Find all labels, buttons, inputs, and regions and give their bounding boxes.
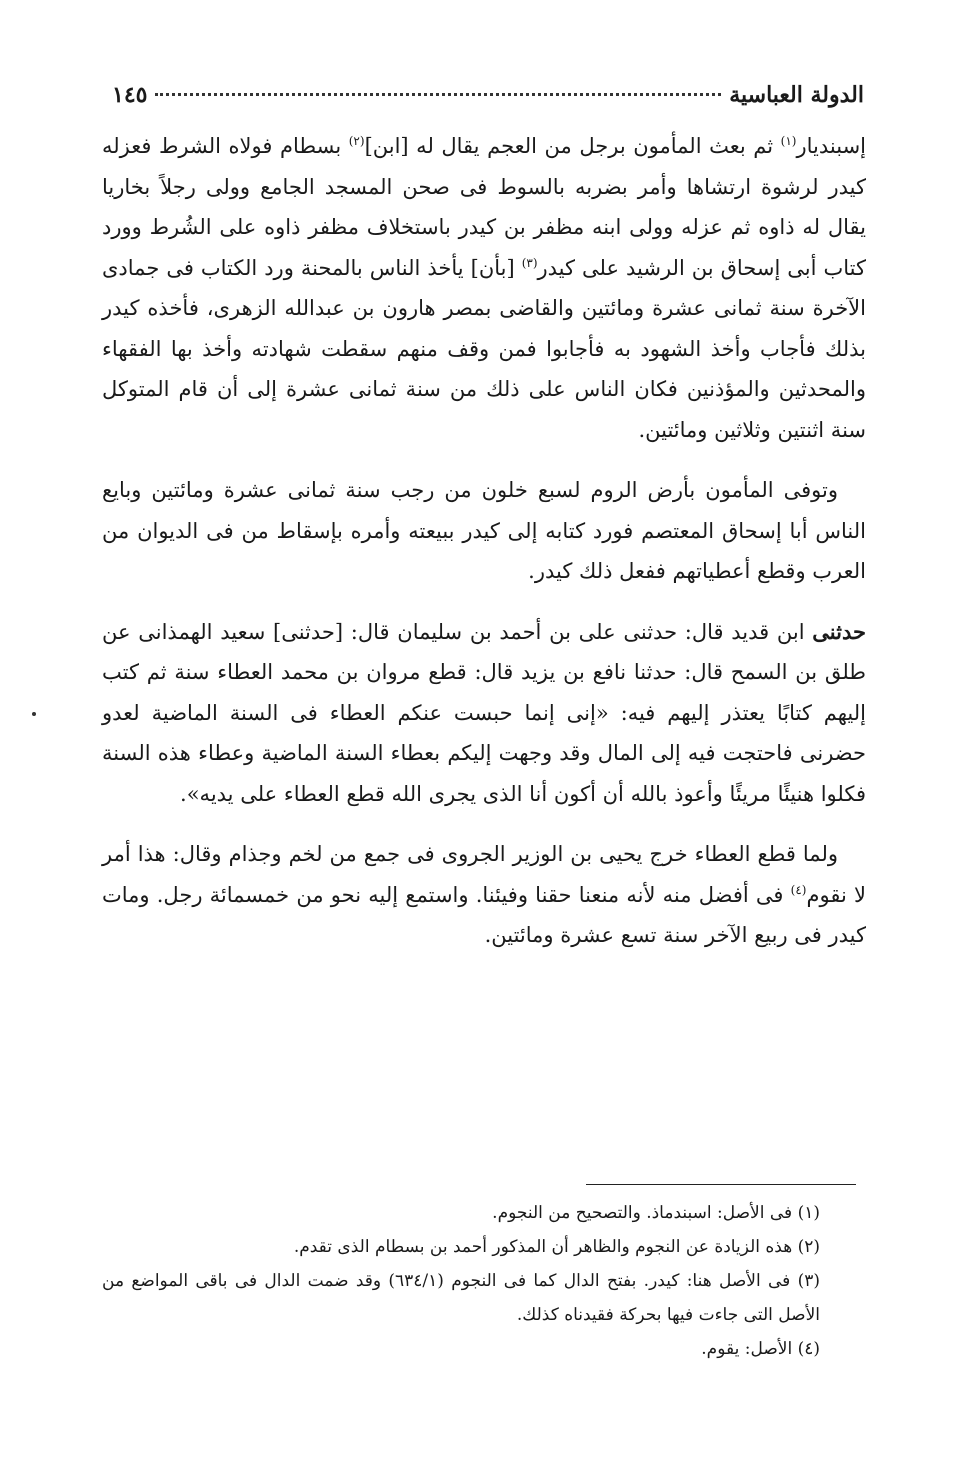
footnote-divider bbox=[586, 1184, 856, 1185]
text-run: فى أفضل منه لأنه منعنا حقنا وفيئنا. واستمع إليه نحو من خمسمائة رجل. ومات كيدر فى ربيع الآخر سنة تسع عشرة ومائتين. bbox=[102, 882, 866, 947]
footnote-ref-4: (٤) bbox=[790, 882, 807, 897]
footnote-ref-2: (٢) bbox=[348, 134, 365, 148]
main-text bbox=[102, 126, 866, 976]
text-run: بسطام فولاه الشرط فعزله كيدر لرشوة ارتشاها وأمر بضربه بالسوط فى صحن المسجد الجامع وولى رجلاً بخاريا يقال له ذاوه ثم عزله وولى ابنه مظفر بن كيدر باستخلاف مظفر ذاوه على الشُرط وورد كتاب أبى إسحاق بن الرشيد على كيدر bbox=[102, 134, 866, 280]
text-run: ولما قطع العطاء خرج يحيى بن الوزير الجروى فى جمع من لخم وجذام وقال: هذا أمر لا نقوم bbox=[102, 842, 866, 907]
footnotes bbox=[102, 1196, 820, 1366]
paragraph-3 bbox=[102, 612, 866, 815]
paragraph-1 bbox=[102, 126, 866, 450]
margin-mark bbox=[32, 712, 36, 716]
running-header bbox=[112, 82, 864, 108]
paragraph-4 bbox=[102, 834, 866, 956]
footnote-4: (٤) الأصل: يقوم. bbox=[701, 1339, 820, 1359]
footnote-2: (٢) هذه الزيادة عن النجوم والظاهر أن المذكور أحمد بن بسطام الذى تقدم. bbox=[293, 1237, 820, 1257]
footnote-ref-1: (١) bbox=[780, 134, 797, 148]
text-run: إسبنديار bbox=[796, 134, 866, 158]
paragraph-lead-word: حدثنى bbox=[812, 618, 866, 644]
header-dot-leader bbox=[155, 92, 721, 96]
footnote-ref-3: (٣) bbox=[521, 255, 538, 270]
text-run: [بأن] يأخذ الناس بالمحنة ورد الكتاب فى جمادى الآخرة سنة ثمانى عشرة ومائتين والقاضى بمصر هارون بن عبدالله الزهرى، فأخذه كيدر بذلك فأجاب وأخذ الشهود به فأجابوا فمن وقف منهم سقطت شهادته وأخذ بها الفقهاء والمحدثين والمؤذنين فكان الناس على ذلك من سنة ثمانى عشرة إلى أن قام المتوكل سنة اثنتين وثلاثين ومائتين. bbox=[102, 255, 866, 442]
text-run: ثم بعث المأمون برجل من العجم يقال له [ابن] bbox=[364, 134, 781, 158]
text-run: ابن قديد قال: حدثنى على بن أحمد بن سليمان قال: [حدثنى] سعيد الهمذانى عن طلق بن السمح قال: حدثنا نافع بن يزيد قال: قطع مروان بن محمد العطاء سنة ثم كتب إليهم كتابًا يعتذر إليهم فيه: «إنى إنما حبست عنكم العطاء فى السنة الماضية لعدو حضرنى فاحتجت فيه إلى المال وقد وجهت إليكم بعطاء السنة الماضية وعطاء هذه السنة فكلوا هنيئًا مريئًا وأعوذ بالله أن أكون أنا الذى يجرى الله قطع العطاء على يديه». bbox=[102, 619, 866, 806]
header-title: الدولة العباسية bbox=[729, 82, 864, 108]
page-number: ١٤٥ bbox=[112, 82, 148, 108]
paragraph-2: وتوفى المأمون بأرض الروم لسبع خلون من رجب سنة ثمانى عشرة ومائتين وبايع الناس أبا إسحاق المعتصم فورد كتابه إلى كيدر ببيعته وأمره بإسقاط من فى الديوان من العرب وقطع أعطياتهم ففعل ذلك كيدر. bbox=[102, 478, 866, 583]
footnote-1: (١) فى الأصل: اسبندماذ. والتصحيح من النجوم. bbox=[492, 1203, 820, 1223]
footnote-3: (٣) فى الأصل هنا: كيدر. بفتح الدال كما فى النجوم (٦٣٤/١) وقد ضمت الدال فى باقى المواضع من الأصل التى جاءت فيها بحركة فقيدناه كذلك. bbox=[102, 1271, 820, 1325]
